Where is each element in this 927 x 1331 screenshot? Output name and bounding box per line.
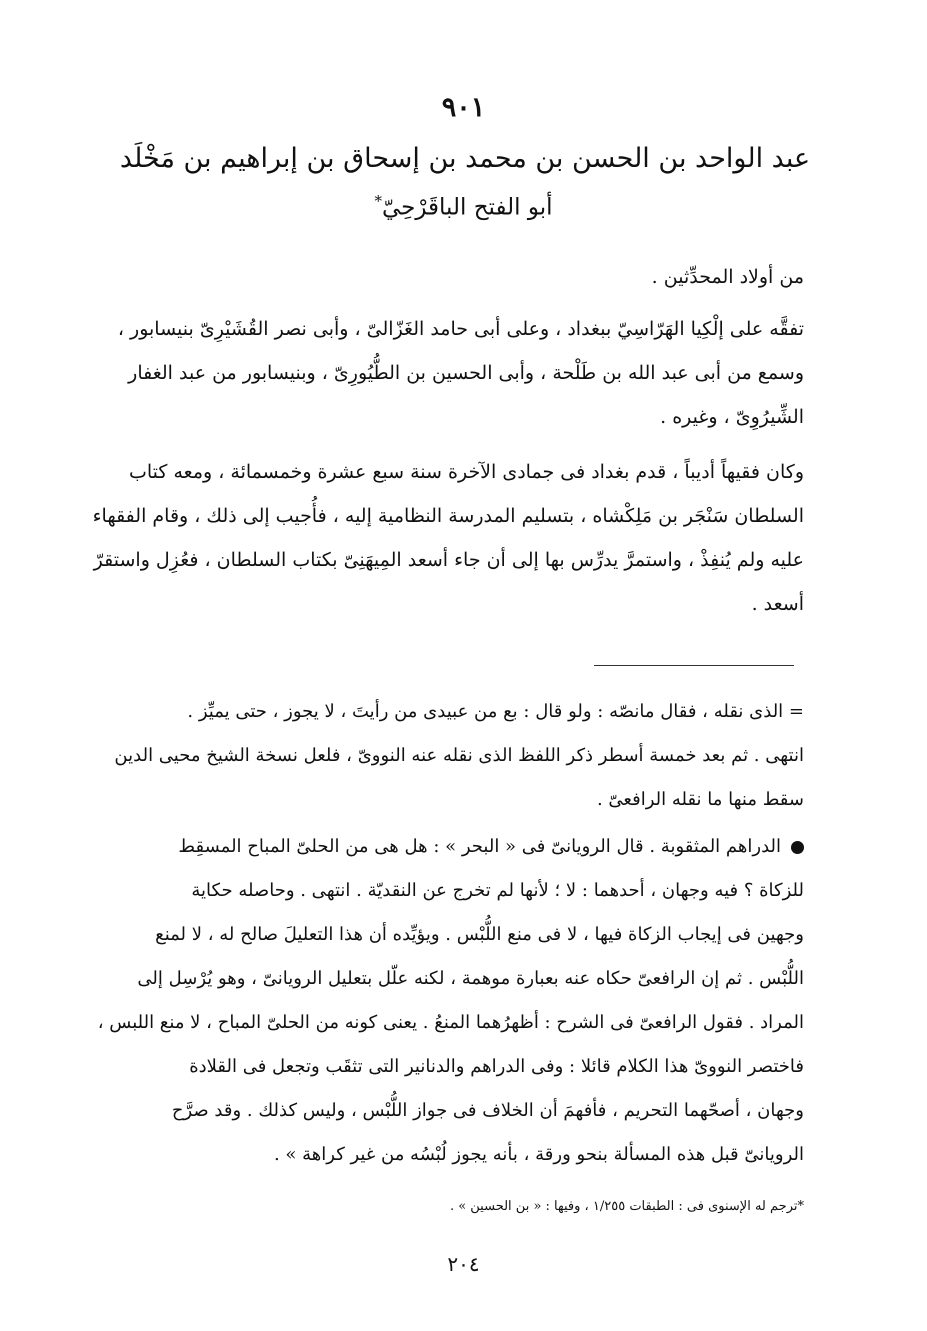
footnote-line-first	[64, 825, 804, 869]
footnote-line: انتهى . ثم بعد خمسة أسطر ذكر اللفظ الذى نقله عنه النووىّ ، فلعل نسخة الشيخ محيى الدين	[114, 745, 804, 766]
footnote-perforated-coins	[64, 825, 804, 1177]
body-paragraph-3	[64, 450, 804, 626]
footnote-line: اللُّبْس . ثم إن الرافعىّ حكاه عنه بعبارة موهمة ، لكنه علّل بتعليل الرويانىّ ، وهو يُرْسِل إلى	[137, 968, 804, 989]
body-line: وكان فقيهاً أديباً ، قدم بغداد فى جمادى الآخرة سنة سبع عشرة وخمسمائة ، ومعه كتاب	[129, 461, 804, 483]
source-note: *ترجم له الإسنوى فى : الطبقات ١/٢٥٥ ، وفيها : « بن الحسين » .	[449, 1199, 804, 1214]
entry-kunya-text: أبو الفتح الباقَرْحِيّ	[381, 194, 553, 221]
body-line: من أولاد المحدِّثين .	[651, 266, 804, 288]
entry-number: ٩٠١	[441, 92, 486, 123]
footnote-line: المراد . فقول الرافعىّ فى الشرح : أظهرُهما المنعُ . يعنى كونه من الحلىّ المباح ، لا منع اللبس ،	[97, 1012, 804, 1033]
entry-title-kunya	[0, 192, 927, 221]
footnote-continued	[64, 690, 804, 822]
body-line: السلطان سَنْجَر بن مَلِكْشاه ، بتسليم المدرسة النظامية إليه ، فأُجيب إلى ذلك ، وقام الفقهاء	[92, 505, 804, 527]
footnote-line: وجهان ، أصحّهما التحريم ، فأفهمَ أن الخلاف فى جواز اللُّبْس ، وليس كذلك . وقد صرَّح	[171, 1100, 804, 1121]
footnote-line: سقط منها ما نقله الرافعىّ .	[596, 789, 804, 810]
bullet-icon	[791, 841, 804, 854]
body-paragraph-1	[64, 255, 804, 299]
footnote-line: الرويانىّ قبل هذه المسألة بنحو ورقة ، بأنه يجوز لُبْسُه من غير كراهة » .	[273, 1144, 804, 1165]
footnote-line: وجهين فى إيجاب الزكاة فيها ، لا فى منع اللُّبْس . ويؤيِّده أن هذا التعليلَ صالح له ، لا لمنع	[155, 924, 804, 945]
body-paragraph-2	[64, 307, 804, 439]
body-line: أسعد .	[751, 593, 804, 615]
footnote-line-text: الدراهم المثقوبة . قال الرويانىّ فى « البحر » : هل هى من الحلىّ المباح المسقِط	[178, 836, 781, 857]
footnote-asterisk: *	[374, 192, 382, 210]
footnote-line: = الذى نقله ، فقال مانصّه : ولو قال : بع من عبيدى من رأيتَ ، لا يجوز ، حتى يميِّز .	[187, 701, 804, 722]
body-line: الشِّيرُوِىّ ، وغيره .	[660, 406, 804, 428]
entry-title-name: عبد الواحد بن الحسن بن محمد بن إسحاق بن إبراهيم بن مَخْلَد	[119, 143, 811, 174]
body-line: عليه ولم يُنفِذْ ، واستمرَّ يدرِّس بها إلى أن جاء أسعد المِيهَنِىّ بكتاب السلطان ، فعُزِل واستقرّ	[93, 549, 804, 571]
footnote-line: فاختصر النووىّ هذا الكلام قائلا : وفى الدراهم والدنانير التى تثقَب وتجعل فى القلادة	[189, 1056, 804, 1077]
page-number: ٢٠٤	[447, 1252, 480, 1276]
footnote-line: للزكاة ؟ فيه وجهان ، أحدهما : لا ؛ لأنها لم تخرج عن النقديّة . انتهى . وحاصله حكاية	[191, 880, 804, 901]
body-line: وسمع من أبى عبد الله بن طَلْحة ، وأبى الحسين بن الطُّيُورِىّ ، وبنيسابور من عبد الغفار	[128, 362, 804, 384]
footnote-separator	[594, 665, 794, 666]
body-line: تفقَّه على إلْكِيا الهَرّاسِيّ ببغداد ، وعلى أبى حامد الغَزّالىّ ، وأبى نصر القُشَيْرِىّ بنيسابور ،	[117, 318, 804, 340]
